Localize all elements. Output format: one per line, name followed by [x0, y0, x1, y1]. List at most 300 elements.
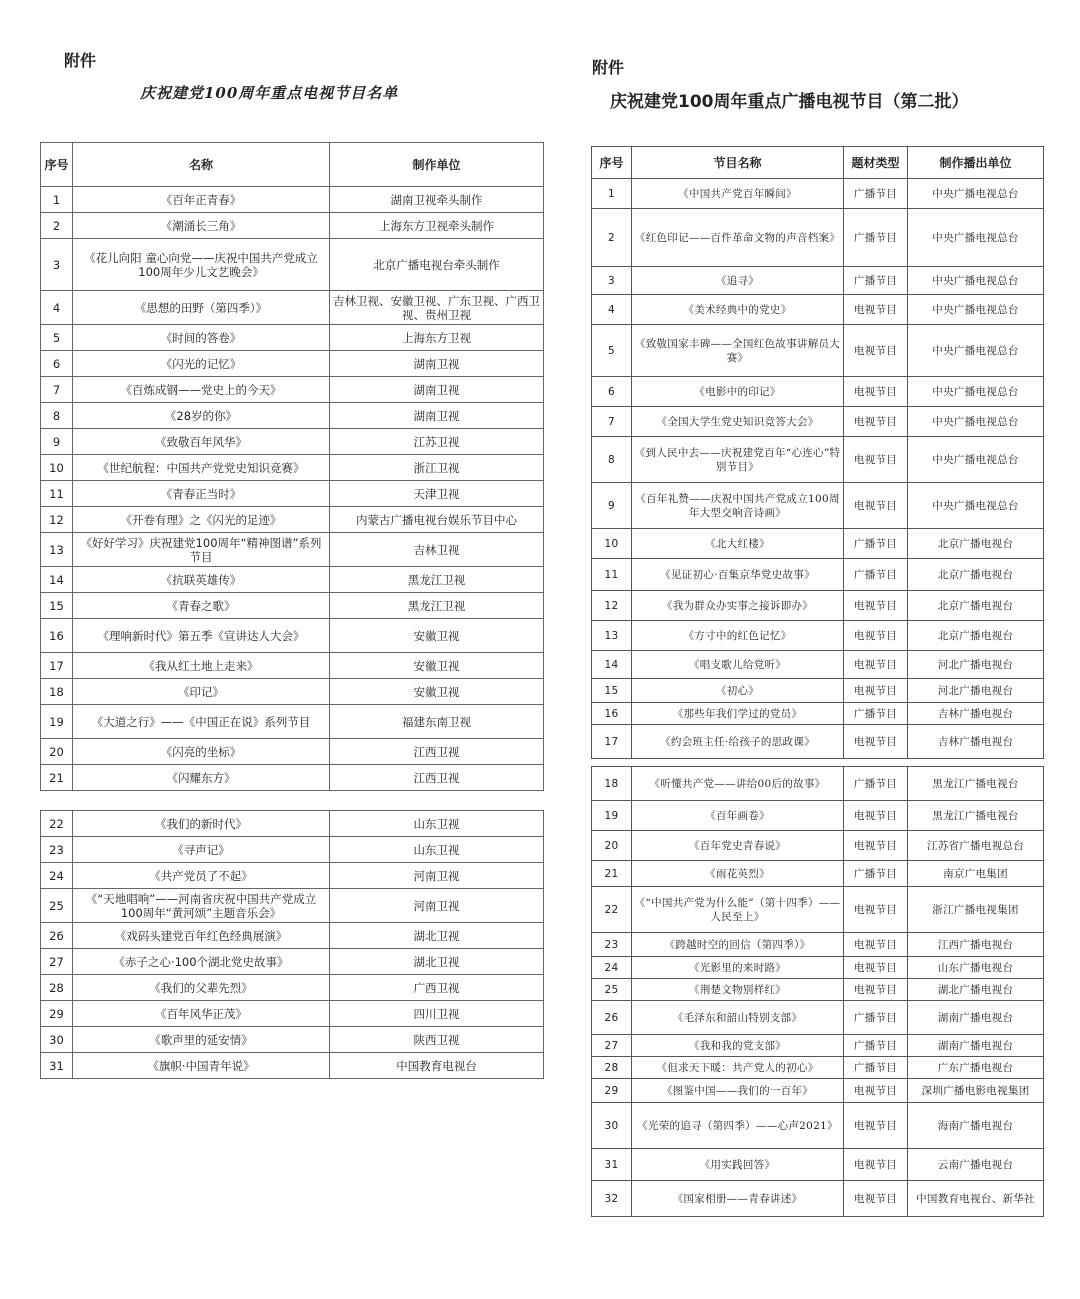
- row-index: 7: [592, 407, 632, 437]
- row-index: 9: [592, 483, 632, 529]
- row-name: 《到人民中去——庆祝建党百年“心连心”特别节目》: [632, 437, 844, 483]
- row-producer: 黑龙江卫视: [330, 593, 544, 619]
- row-category: 广播节目: [844, 209, 908, 267]
- row-name: 《雨花英烈》: [632, 861, 844, 887]
- row-name: 《百年画卷》: [632, 801, 844, 831]
- col-header-genre: 题材类型: [844, 147, 908, 179]
- row-name: 《中国共产党百年瞬间》: [632, 179, 844, 209]
- row-name: 《闪耀东方》: [73, 765, 330, 791]
- row-index: 17: [592, 725, 632, 759]
- row-category: 广播节目: [844, 267, 908, 295]
- table-row: [592, 801, 1044, 831]
- row-producer: 吉林广播电视台: [908, 703, 1044, 725]
- row-name: 《致敬国家丰碑——全国红色故事讲解员大赛》: [632, 325, 844, 377]
- right-document-title: 庆祝建党100周年重点广播电视节目（第二批）: [610, 92, 969, 112]
- row-name: 《戏码头建党百年红色经典展演》: [73, 923, 330, 949]
- row-index: 20: [41, 739, 73, 765]
- row-producer: 湖南广播电视台: [908, 1035, 1044, 1057]
- row-category: 电视节目: [844, 933, 908, 957]
- row-category: 电视节目: [844, 437, 908, 483]
- row-producer: 吉林卫视: [330, 533, 544, 567]
- table-row: [592, 1079, 1044, 1103]
- table-row: [41, 567, 544, 593]
- row-producer: 中央广播电视总台: [908, 407, 1044, 437]
- row-name: 《赤子之心·100个湖北党史故事》: [73, 949, 330, 975]
- row-category: 电视节目: [844, 979, 908, 1001]
- row-name: 《抗联英雄传》: [73, 567, 330, 593]
- row-index: 19: [592, 801, 632, 831]
- row-category: 广播节目: [844, 559, 908, 591]
- table-row: [41, 429, 544, 455]
- row-producer: 中国教育电视台、新华社: [908, 1181, 1044, 1217]
- table-row: [592, 651, 1044, 679]
- left-table-part-2: [40, 810, 544, 1079]
- row-index: 10: [41, 455, 73, 481]
- table-row: [592, 483, 1044, 529]
- row-index: 18: [41, 679, 73, 705]
- table-row: [592, 377, 1044, 407]
- row-index: 21: [41, 765, 73, 791]
- table-row: [41, 213, 544, 239]
- row-producer: 江西卫视: [330, 739, 544, 765]
- row-producer: 中央广播电视总台: [908, 179, 1044, 209]
- row-name: 《寻声记》: [73, 837, 330, 863]
- table-row: [41, 403, 544, 429]
- row-index: 13: [41, 533, 73, 567]
- row-category: 广播节目: [844, 703, 908, 725]
- row-name: 《唱支歌儿给党听》: [632, 651, 844, 679]
- col-header-name: 名称: [73, 143, 330, 187]
- row-name: 《旗帜·中国青年说》: [73, 1053, 330, 1079]
- row-category: 广播节目: [844, 1001, 908, 1035]
- row-producer: 北京广播电视台: [908, 559, 1044, 591]
- row-index: 1: [41, 187, 73, 213]
- row-index: 32: [592, 1181, 632, 1217]
- row-name: 《“中国共产党为什么能”（第十四季）——人民至上》: [632, 887, 844, 933]
- row-producer: 吉林广播电视台: [908, 725, 1044, 759]
- right-table-part-2: [591, 766, 1044, 1217]
- row-index: 8: [592, 437, 632, 483]
- table-row: [41, 455, 544, 481]
- row-name: 《初心》: [632, 679, 844, 703]
- row-producer: 江苏省广播电视总台: [908, 831, 1044, 861]
- row-index: 2: [41, 213, 73, 239]
- left-document-title: 庆祝建党100周年重点电视节目名单: [140, 84, 399, 102]
- row-category: 电视节目: [844, 591, 908, 621]
- row-category: 电视节目: [844, 1181, 908, 1217]
- row-producer: 山东卫视: [330, 811, 544, 837]
- row-index: 7: [41, 377, 73, 403]
- table-row: [592, 621, 1044, 651]
- row-producer: 黑龙江广播电视台: [908, 801, 1044, 831]
- row-index: 11: [592, 559, 632, 591]
- row-name: 《潮涌长三角》: [73, 213, 330, 239]
- row-index: 31: [41, 1053, 73, 1079]
- row-name: 《百年风华正茂》: [73, 1001, 330, 1027]
- row-category: 电视节目: [844, 295, 908, 325]
- table-row: [592, 725, 1044, 759]
- row-category: 广播节目: [844, 1035, 908, 1057]
- row-category: 电视节目: [844, 407, 908, 437]
- right-attachment-label: 附件: [592, 58, 625, 77]
- row-category: 电视节目: [844, 651, 908, 679]
- table-row: [592, 887, 1044, 933]
- row-name: 《印记》: [73, 679, 330, 705]
- row-category: 电视节目: [844, 621, 908, 651]
- row-producer: 吉林卫视、安徽卫视、广东卫视、广西卫视、贵州卫视: [330, 291, 544, 325]
- row-name: 《理响新时代》第五季《宣讲达人大会》: [73, 619, 330, 653]
- table-row: [41, 863, 544, 889]
- table-row: [592, 267, 1044, 295]
- row-index: 13: [592, 621, 632, 651]
- table-row: [41, 765, 544, 791]
- row-index: 14: [41, 567, 73, 593]
- row-category: 广播节目: [844, 529, 908, 559]
- row-producer: 上海东方卫视: [330, 325, 544, 351]
- right-table-part-1: [591, 146, 1044, 759]
- row-index: 23: [41, 837, 73, 863]
- row-name: 《致敬百年风华》: [73, 429, 330, 455]
- table-row: [41, 593, 544, 619]
- row-name: 《图鉴中国——我们的一百年》: [632, 1079, 844, 1103]
- left-attachment-label: 附件: [64, 51, 97, 70]
- row-index: 22: [41, 811, 73, 837]
- row-index: 8: [41, 403, 73, 429]
- row-name: 《但求天下暖：共产党人的初心》: [632, 1057, 844, 1079]
- row-index: 6: [41, 351, 73, 377]
- row-producer: 南京广电集团: [908, 861, 1044, 887]
- row-index: 10: [592, 529, 632, 559]
- row-name: 《大道之行》——《中国正在说》系列节目: [73, 705, 330, 739]
- row-producer: 河北广播电视台: [908, 651, 1044, 679]
- row-name: 《共产党员了不起》: [73, 863, 330, 889]
- table-row: [41, 837, 544, 863]
- row-index: 1: [592, 179, 632, 209]
- row-name: 《28岁的你》: [73, 403, 330, 429]
- table-row: [41, 923, 544, 949]
- row-producer: 上海东方卫视牵头制作: [330, 213, 544, 239]
- row-producer: 安徽卫视: [330, 653, 544, 679]
- table-row: [592, 861, 1044, 887]
- row-producer: 湖南卫视: [330, 351, 544, 377]
- row-index: 27: [592, 1035, 632, 1057]
- row-producer: 福建东南卫视: [330, 705, 544, 739]
- row-index: 5: [592, 325, 632, 377]
- row-category: 电视节目: [844, 1149, 908, 1181]
- row-name: 《约会班主任·给孩子的思政课》: [632, 725, 844, 759]
- row-producer: 湖北卫视: [330, 923, 544, 949]
- table-row: [592, 591, 1044, 621]
- row-category: 广播节目: [844, 767, 908, 801]
- table-row: [592, 559, 1044, 591]
- col-header-producer: 制作单位: [330, 143, 544, 187]
- table-row: [41, 811, 544, 837]
- table-row: [592, 209, 1044, 267]
- row-producer: 中央广播电视总台: [908, 483, 1044, 529]
- row-name: 《红色印记——百件革命文物的声音档案》: [632, 209, 844, 267]
- row-category: 电视节目: [844, 679, 908, 703]
- row-index: 21: [592, 861, 632, 887]
- table-row: [592, 1035, 1044, 1057]
- row-name: 《世纪航程：中国共产党党史知识竞赛》: [73, 455, 330, 481]
- row-producer: 云南广播电视台: [908, 1149, 1044, 1181]
- row-producer: 河南卫视: [330, 863, 544, 889]
- table-row: [41, 949, 544, 975]
- row-index: 28: [592, 1057, 632, 1079]
- row-producer: 陕西卫视: [330, 1027, 544, 1053]
- row-name: 《方寸中的红色记忆》: [632, 621, 844, 651]
- row-name: 《闪亮的坐标》: [73, 739, 330, 765]
- row-category: 电视节目: [844, 483, 908, 529]
- row-name: 《光影里的来时路》: [632, 957, 844, 979]
- table-row: [41, 889, 544, 923]
- row-name: 《“天地唱响”——河南省庆祝中国共产党成立100周年“黄河颂”主题音乐会》: [73, 889, 330, 923]
- table-row: [592, 179, 1044, 209]
- row-index: 23: [592, 933, 632, 957]
- row-category: 电视节目: [844, 377, 908, 407]
- row-producer: 北京广播电视台: [908, 529, 1044, 559]
- row-name: 《青春正当时》: [73, 481, 330, 507]
- row-producer: 安徽卫视: [330, 679, 544, 705]
- row-index: 25: [592, 979, 632, 1001]
- table-row: [41, 351, 544, 377]
- row-producer: 湖南广播电视台: [908, 1001, 1044, 1035]
- row-index: 12: [41, 507, 73, 533]
- row-producer: 江西卫视: [330, 765, 544, 791]
- table-row: [41, 187, 544, 213]
- table-row: [41, 291, 544, 325]
- row-index: 26: [41, 923, 73, 949]
- row-name: 《听懂共产党——讲给00后的故事》: [632, 767, 844, 801]
- row-index: 24: [41, 863, 73, 889]
- row-index: 6: [592, 377, 632, 407]
- row-index: 27: [41, 949, 73, 975]
- row-producer: 湖北卫视: [330, 949, 544, 975]
- table-row: [592, 407, 1044, 437]
- row-index: 19: [41, 705, 73, 739]
- row-producer: 湖南卫视牵头制作: [330, 187, 544, 213]
- row-name: 《百年正青春》: [73, 187, 330, 213]
- row-name: 《美术经典中的党史》: [632, 295, 844, 325]
- row-name: 《青春之歌》: [73, 593, 330, 619]
- table-row: [592, 437, 1044, 483]
- row-producer: 河南卫视: [330, 889, 544, 923]
- row-producer: 北京广播电视台: [908, 621, 1044, 651]
- row-category: 电视节目: [844, 957, 908, 979]
- row-name: 《我从红土地上走来》: [73, 653, 330, 679]
- row-index: 28: [41, 975, 73, 1001]
- col-header-index: 序号: [41, 143, 73, 187]
- row-index: 18: [592, 767, 632, 801]
- row-producer: 江西广播电视台: [908, 933, 1044, 957]
- col-header-broadcaster: 制作播出单位: [908, 147, 1044, 179]
- row-index: 17: [41, 653, 73, 679]
- table-row: [592, 703, 1044, 725]
- row-name: 《百年礼赞——庆祝中国共产党成立100周年大型交响音诗画》: [632, 483, 844, 529]
- row-name: 《百炼成钢——党史上的今天》: [73, 377, 330, 403]
- row-index: 16: [41, 619, 73, 653]
- row-name: 《荆楚文物别样红》: [632, 979, 844, 1001]
- row-name: 《电影中的印记》: [632, 377, 844, 407]
- row-index: 4: [592, 295, 632, 325]
- row-producer: 广东广播电视台: [908, 1057, 1044, 1079]
- row-category: 电视节目: [844, 1103, 908, 1149]
- row-index: 22: [592, 887, 632, 933]
- row-category: 广播节目: [844, 1057, 908, 1079]
- table-row: [41, 377, 544, 403]
- row-producer: 安徽卫视: [330, 619, 544, 653]
- row-index: 4: [41, 291, 73, 325]
- row-producer: 湖南卫视: [330, 403, 544, 429]
- row-name: 《见证初心·百集京华党史故事》: [632, 559, 844, 591]
- row-producer: 中央广播电视总台: [908, 267, 1044, 295]
- col-header-index: 序号: [592, 147, 632, 179]
- row-index: 29: [41, 1001, 73, 1027]
- table-row: [592, 979, 1044, 1001]
- table-header-row: [41, 143, 544, 187]
- row-producer: 浙江广播电视集团: [908, 887, 1044, 933]
- row-producer: 山东卫视: [330, 837, 544, 863]
- table-row: [592, 1149, 1044, 1181]
- table-row: [41, 705, 544, 739]
- row-name: 《时间的答卷》: [73, 325, 330, 351]
- row-producer: 湖南卫视: [330, 377, 544, 403]
- row-index: 20: [592, 831, 632, 861]
- row-category: 电视节目: [844, 831, 908, 861]
- table-row: [41, 619, 544, 653]
- row-index: 25: [41, 889, 73, 923]
- row-producer: 湖北广播电视台: [908, 979, 1044, 1001]
- row-category: 电视节目: [844, 801, 908, 831]
- table-row: [41, 975, 544, 1001]
- row-index: 14: [592, 651, 632, 679]
- row-producer: 中央广播电视总台: [908, 325, 1044, 377]
- row-producer: 北京广播电视台牵头制作: [330, 239, 544, 291]
- row-index: 30: [41, 1027, 73, 1053]
- row-name: 《全国大学生党史知识竞答大会》: [632, 407, 844, 437]
- row-index: 3: [592, 267, 632, 295]
- table-row: [41, 653, 544, 679]
- table-row: [41, 1001, 544, 1027]
- row-producer: 内蒙古广播电视台娱乐节目中心: [330, 507, 544, 533]
- table-row: [41, 533, 544, 567]
- row-producer: 中央广播电视总台: [908, 209, 1044, 267]
- row-index: 11: [41, 481, 73, 507]
- row-index: 29: [592, 1079, 632, 1103]
- row-name: 《国家相册——青春讲述》: [632, 1181, 844, 1217]
- row-producer: 中央广播电视总台: [908, 437, 1044, 483]
- table-row: [41, 325, 544, 351]
- table-row: [41, 239, 544, 291]
- table-row: [592, 1057, 1044, 1079]
- row-name: 《我和我的党支部》: [632, 1035, 844, 1057]
- row-producer: 广西卫视: [330, 975, 544, 1001]
- table-row: [592, 679, 1044, 703]
- row-producer: 北京广播电视台: [908, 591, 1044, 621]
- table-row: [41, 739, 544, 765]
- row-category: 广播节目: [844, 861, 908, 887]
- row-producer: 中央广播电视总台: [908, 377, 1044, 407]
- row-index: 12: [592, 591, 632, 621]
- table-header-row: [592, 147, 1044, 179]
- row-name: 《花儿向阳 童心向党——庆祝中国共产党成立100周年少儿文艺晚会》: [73, 239, 330, 291]
- row-name: 《那些年我们学过的党员》: [632, 703, 844, 725]
- row-index: 2: [592, 209, 632, 267]
- row-name: 《好好学习》庆祝建党100周年“精神图谱”系列节目: [73, 533, 330, 567]
- row-name: 《开卷有理》之《闪光的足迹》: [73, 507, 330, 533]
- row-index: 3: [41, 239, 73, 291]
- row-category: 电视节目: [844, 725, 908, 759]
- row-producer: 黑龙江广播电视台: [908, 767, 1044, 801]
- row-producer: 浙江卫视: [330, 455, 544, 481]
- row-producer: 深圳广播电影电视集团: [908, 1079, 1044, 1103]
- table-row: [592, 933, 1044, 957]
- row-name: 《百年党史青春说》: [632, 831, 844, 861]
- left-table-part-1: [40, 142, 544, 791]
- table-row: [41, 1053, 544, 1079]
- row-name: 《闪光的记忆》: [73, 351, 330, 377]
- table-row: [592, 295, 1044, 325]
- table-row: [41, 679, 544, 705]
- row-name: 《我们的新时代》: [73, 811, 330, 837]
- row-producer: 江苏卫视: [330, 429, 544, 455]
- table-row: [41, 507, 544, 533]
- row-index: 5: [41, 325, 73, 351]
- row-producer: 黑龙江卫视: [330, 567, 544, 593]
- table-row: [592, 529, 1044, 559]
- row-producer: 中国教育电视台: [330, 1053, 544, 1079]
- row-index: 9: [41, 429, 73, 455]
- table-row: [592, 325, 1044, 377]
- table-row: [592, 1181, 1044, 1217]
- table-row: [592, 1001, 1044, 1035]
- row-producer: 天津卫视: [330, 481, 544, 507]
- row-category: 电视节目: [844, 887, 908, 933]
- table-row: [592, 831, 1044, 861]
- col-header-program-name: 节目名称: [632, 147, 844, 179]
- row-name: 《北大红楼》: [632, 529, 844, 559]
- row-category: 电视节目: [844, 325, 908, 377]
- row-index: 31: [592, 1149, 632, 1181]
- table-row: [41, 481, 544, 507]
- table-row: [592, 1103, 1044, 1149]
- table-row: [592, 957, 1044, 979]
- row-index: 24: [592, 957, 632, 979]
- row-producer: 四川卫视: [330, 1001, 544, 1027]
- row-name: 《用实践回答》: [632, 1149, 844, 1181]
- row-name: 《歌声里的延安情》: [73, 1027, 330, 1053]
- row-name: 《我们的父辈先烈》: [73, 975, 330, 1001]
- row-category: 广播节目: [844, 179, 908, 209]
- row-name: 《跨越时空的回信（第四季）》: [632, 933, 844, 957]
- row-index: 15: [41, 593, 73, 619]
- row-producer: 河北广播电视台: [908, 679, 1044, 703]
- row-category: 电视节目: [844, 1079, 908, 1103]
- row-producer: 中央广播电视总台: [908, 295, 1044, 325]
- row-producer: 山东广播电视台: [908, 957, 1044, 979]
- table-row: [592, 767, 1044, 801]
- row-name: 《光荣的追寻（第四季）——心声2021》: [632, 1103, 844, 1149]
- row-name: 《我为群众办实事之接诉即办》: [632, 591, 844, 621]
- row-index: 15: [592, 679, 632, 703]
- table-row: [41, 1027, 544, 1053]
- row-name: 《毛泽东和韶山特别支部》: [632, 1001, 844, 1035]
- row-index: 30: [592, 1103, 632, 1149]
- row-producer: 海南广播电视台: [908, 1103, 1044, 1149]
- row-index: 16: [592, 703, 632, 725]
- row-index: 26: [592, 1001, 632, 1035]
- row-name: 《思想的田野（第四季）》: [73, 291, 330, 325]
